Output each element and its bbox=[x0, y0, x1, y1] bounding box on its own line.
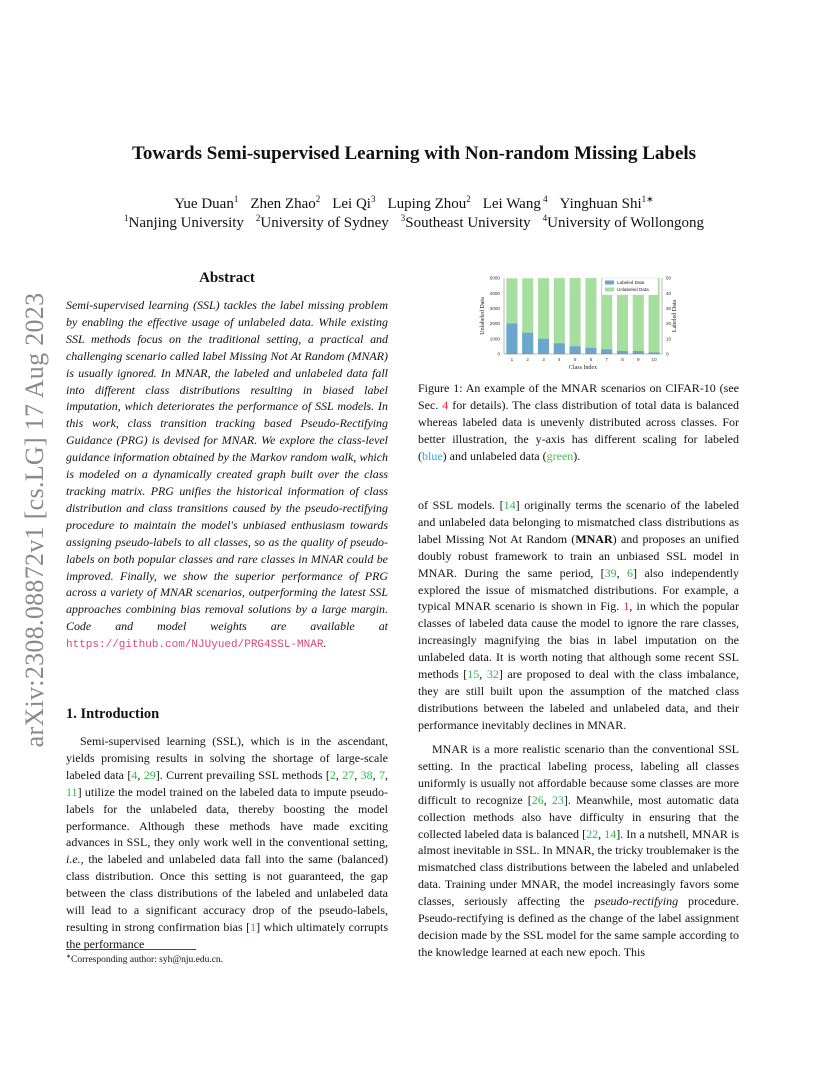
bar-labeled-7 bbox=[601, 349, 612, 354]
y-right-tick-label: 0 bbox=[666, 351, 669, 357]
author-name: Yinghuan Shi bbox=[559, 196, 642, 212]
bar-labeled-3 bbox=[538, 339, 549, 354]
text-run: , bbox=[335, 767, 343, 782]
affiliation-1 bbox=[124, 215, 244, 231]
text-run: , in which the popular classes of labeled data cause the model to ignore the rare classes, increasingly magnifying the bias in label imputation on the unlabeled data. It is worth noting that although some recent SSL methods [ bbox=[418, 599, 739, 682]
y-left-tick-label: 4000 bbox=[489, 290, 500, 296]
text-run: , bbox=[354, 767, 361, 782]
italic-run: pseudo-rectifying bbox=[594, 894, 679, 909]
author-4 bbox=[387, 196, 470, 212]
citation-link[interactable]: 1 bbox=[250, 919, 257, 934]
blue-word: blue bbox=[422, 448, 443, 463]
author-name: Lei Qi bbox=[332, 196, 371, 212]
affiliation-name: Southeast University bbox=[405, 215, 531, 231]
abstract-end: . bbox=[323, 636, 327, 651]
y-left-tick-label: 3000 bbox=[489, 306, 500, 311]
abstract-text bbox=[66, 297, 388, 654]
footnote-text: Corresponding author: syh@nju.edu.cn. bbox=[71, 955, 224, 966]
affiliation-4 bbox=[543, 215, 704, 231]
text-run: MNAR is a more realistic scenario than the conventional SSL setting. In the practical labeling process, labeling all classes uniformly is usually not affordable because some classes are more difficult to recognize [ bbox=[418, 742, 739, 807]
y-left-tick-label: 0 bbox=[497, 351, 500, 357]
y-right-axis-label: Labeled Data bbox=[672, 299, 678, 333]
author-3 bbox=[332, 196, 375, 212]
figure-1-caption bbox=[418, 380, 739, 465]
affiliation-name: University of Sydney bbox=[260, 215, 389, 231]
author-list bbox=[0, 194, 828, 213]
citation-link[interactable]: 22 bbox=[586, 826, 599, 841]
x-tick-label: 4 bbox=[558, 357, 561, 362]
bar-labeled-8 bbox=[617, 351, 628, 354]
bold-run: MNAR bbox=[575, 531, 613, 546]
citation-link[interactable]: 6 bbox=[627, 565, 634, 580]
text-run: ]. In a nutshell, MNAR is almost inevitable in SSL. In MNAR, the tricky troublemaker is the mismatched class distributions between the labeled and unlabeled data. Training under MNAR, the model increasingly favors some classes, seriously affecting the bbox=[418, 826, 740, 909]
citation-link[interactable]: 2 bbox=[329, 767, 336, 782]
affiliation-2 bbox=[256, 215, 389, 231]
citation-link[interactable]: 14 bbox=[503, 498, 516, 512]
text-run: , bbox=[598, 826, 605, 841]
bar-labeled-6 bbox=[585, 348, 596, 354]
bar-labeled-5 bbox=[570, 346, 581, 354]
y-right-tick-label: 40 bbox=[666, 290, 672, 296]
affiliation-name: Nanjing University bbox=[128, 215, 244, 231]
text-run: , bbox=[616, 565, 628, 580]
citation-link[interactable]: 7 bbox=[379, 767, 386, 782]
text-run: , bbox=[137, 767, 144, 782]
author-5 bbox=[483, 196, 548, 212]
legend-swatch-labeled bbox=[605, 281, 614, 285]
x-tick-label: 9 bbox=[637, 357, 640, 362]
affiliation-list bbox=[0, 213, 828, 232]
bar-labeled-1 bbox=[506, 324, 517, 354]
intro-paragraph-1 bbox=[66, 733, 388, 953]
bar-unlabeled-4 bbox=[554, 278, 565, 354]
x-tick-label: 10 bbox=[651, 357, 657, 362]
citation-link[interactable]: 26 bbox=[531, 792, 544, 807]
author-affil-mark: 3 bbox=[370, 194, 376, 204]
affiliation-mark: 1 bbox=[124, 213, 129, 223]
text-run: ) and proposes an unified doubly robust framework to train an unbiased SSL model in MNAR. During the same period, [ bbox=[418, 531, 739, 580]
citation-link[interactable]: 32 bbox=[486, 667, 499, 682]
bar-labeled-4 bbox=[554, 343, 565, 354]
y-right-tick-label: 10 bbox=[666, 336, 672, 342]
text-run: ] utilize the model trained on the labeled data to impute pseudo-labels for the unlabeled data, thereby boosting the model performance. Although these methods have made exciting advances in SSL, they only work well in the conventional setting, bbox=[66, 784, 388, 850]
author-name: Lei Wang bbox=[482, 196, 541, 212]
author-affil-mark: 4 bbox=[540, 194, 548, 204]
text-run: , bbox=[543, 792, 552, 807]
bar-labeled-2 bbox=[522, 333, 533, 354]
text-run: ) and unlabeled data ( bbox=[442, 448, 547, 463]
citation-link[interactable]: 39 bbox=[604, 565, 617, 580]
italic-run: i.e. bbox=[66, 852, 81, 867]
author-name: Yue Duan bbox=[174, 196, 234, 212]
green-word: green bbox=[546, 448, 574, 463]
text-run: ]. Meanwhile, most automatic data collection methods also have difficulty in ensuring that the collected labeled data is balanced [ bbox=[418, 792, 739, 841]
figure-1-chart bbox=[476, 268, 682, 376]
bar-unlabeled-5 bbox=[570, 278, 581, 354]
text-run: , the labeled and unlabeled data fall into the same (balanced) class distribution. Once this setting is not guaranteed, the gap between the class distributions of the labeled and unlabeled data will lead to a significant accuracy drop of the pseudo-labels, resulting in strong confirmation bias [ bbox=[66, 852, 388, 934]
text-run: of SSL models. [ bbox=[418, 498, 504, 512]
right-paragraph-1 bbox=[418, 497, 739, 734]
reference-link[interactable]: 1 bbox=[623, 599, 630, 614]
affiliation-mark: 3 bbox=[400, 213, 406, 223]
text-run: ]. Current prevailing SSL methods [ bbox=[155, 767, 330, 782]
y-left-axis-label: Unlabeled Data bbox=[480, 297, 486, 335]
x-axis-label: Class Index bbox=[568, 365, 598, 371]
text-run: ] are proposed to deal with the class imbalance, they are still built upon the assumption of the matched class distributions between the labeled and unlabeled data, and their performance inevitably declines in MNAR. bbox=[418, 667, 739, 732]
author-affil-mark: 2 bbox=[315, 194, 321, 204]
affiliation-mark: 4 bbox=[542, 213, 548, 223]
citation-link[interactable]: 27 bbox=[342, 767, 355, 782]
footnote-divider bbox=[66, 949, 196, 950]
citation-link[interactable]: 15 bbox=[467, 667, 480, 682]
citation-link[interactable]: 11 bbox=[66, 784, 78, 799]
author-affil-mark: 1∗ bbox=[641, 194, 654, 204]
text-run: for details). The class distribution of total data is balanced whereas labeled data is unevenly distributed across classes. For better illustration, the y-axis has different scaling for labeled ( bbox=[418, 397, 739, 463]
x-tick-label: 8 bbox=[621, 357, 624, 362]
author-2 bbox=[250, 196, 320, 212]
paper-title: Towards Semi-supervised Learning with Non-random Missing Labels bbox=[131, 143, 697, 164]
text-run: ). bbox=[573, 448, 581, 463]
code-link[interactable]: https://github.com/NJUyued/PRG4SSL-MNAR bbox=[66, 639, 324, 652]
reference-link[interactable]: 4 bbox=[442, 397, 449, 412]
author-6 bbox=[560, 196, 654, 212]
citation-link[interactable]: 23 bbox=[551, 792, 564, 807]
x-tick-label: 5 bbox=[573, 357, 577, 362]
text-run: ] originally terms the scenario of the labeled and unlabeled data belonging to mismatched class distributions as label Missing Not At Random ( bbox=[418, 498, 740, 546]
citation-link[interactable]: 14 bbox=[604, 826, 617, 841]
text-run: , bbox=[479, 667, 487, 682]
legend-label-labeled: Labeled Data bbox=[617, 280, 645, 285]
footnote-mark: ∗ bbox=[66, 954, 72, 960]
author-name: Zhen Zhao bbox=[250, 196, 316, 212]
section-heading-introduction: 1. Introduction bbox=[66, 706, 160, 722]
text-run: Figure 1: An example of the MNAR scenarios on CIFAR-10 (see Sec. bbox=[418, 381, 739, 412]
legend-swatch-unlabeled bbox=[605, 288, 614, 292]
arxiv-sidebar bbox=[22, 280, 48, 760]
y-left-tick-label: 2000 bbox=[489, 321, 500, 327]
bar-labeled-9 bbox=[633, 351, 644, 354]
abstract-heading: Abstract bbox=[199, 270, 255, 286]
bar-unlabeled-6 bbox=[585, 278, 596, 354]
y-left-tick-label: 1000 bbox=[489, 336, 500, 342]
text-run: ] also independently explored the issue of mismatched distributions. For example, a typical MNAR scenario is shown in Fig. bbox=[418, 565, 739, 614]
footnote bbox=[66, 953, 223, 965]
citation-link[interactable]: 29 bbox=[143, 767, 156, 782]
affiliation-mark: 2 bbox=[255, 213, 261, 223]
citation-link[interactable]: 38 bbox=[360, 767, 373, 782]
legend-label-unlabeled: Unlabeled Data bbox=[617, 287, 649, 292]
right-paragraph-2 bbox=[418, 741, 739, 961]
text-run: ] which ultimately corrupts the performance bbox=[66, 919, 388, 951]
x-tick-label: 2 bbox=[526, 357, 529, 362]
abstract-body: Semi-supervised learning (SSL) tackles the label missing problem by enabling the effective usage of unlabeled data. While existing SSL methods focus on the traditional setting, a practical and challenging scenario called label Missing Not At Random (MNAR) is usually ignored. In MNAR, the labeled and unlabeled data fall into different class distributions resulting in biased label imputation, which deteriorates the performance of SSL models. In this work, class transition tracking based Pseudo-Rectifying Guidance (PRG) is devised for MNAR. We explore the class-level guidance information obtained by the Markov random walk, which is modeled on a dynamically created graph built over the class tracking matrix. PRG unifies the historical information of class distribution and class transitions caused by the pseudo-rectifying procedure to maintain the model's unbiased enthusiasm towards assigning pseudo-labels to all classes, so as the quality of pseudo-labels on both popular classes and rare classes in MNAR could be improved. Finally, we show the superior performance of PRG across a variety of MNAR scenarios, outperforming the latest SSL approaches combining bias removal solutions by a large margin. Code and model weights are available at bbox=[66, 298, 388, 634]
y-right-tick-label: 30 bbox=[666, 306, 672, 311]
citation-link[interactable]: 4 bbox=[131, 767, 138, 782]
affiliation-3 bbox=[401, 215, 531, 231]
x-tick-label: 1 bbox=[510, 357, 514, 362]
text-run: , bbox=[385, 767, 389, 782]
y-right-tick-label: 50 bbox=[666, 275, 672, 281]
x-tick-label: 3 bbox=[542, 357, 545, 362]
affiliation-name: University of Wollongong bbox=[547, 215, 704, 231]
text-run: procedure. Pseudo-rectifying is defined as the change of the label assignment decision made by the SSL model for the same sample according to the knowledge learned at each new epoch. This bbox=[418, 894, 739, 959]
author-affil-mark: 1 bbox=[233, 194, 239, 204]
author-affil-mark: 2 bbox=[466, 194, 471, 204]
author-1 bbox=[174, 196, 238, 212]
author-name: Luping Zhou bbox=[387, 196, 467, 212]
y-left-tick-label: 5000 bbox=[489, 275, 500, 281]
y-right-tick-label: 20 bbox=[666, 321, 672, 327]
x-tick-label: 7 bbox=[605, 357, 608, 362]
text-run: , bbox=[372, 767, 380, 782]
arxiv-id: arXiv:2308.08872v1 [cs.LG] 17 Aug 2023 bbox=[20, 292, 49, 748]
x-tick-label: 6 bbox=[589, 357, 593, 362]
text-run: Semi-supervised learning (SSL), which is in the ascendant, yields promising results in solving the shortage of large-scale labeled data [ bbox=[66, 734, 388, 782]
